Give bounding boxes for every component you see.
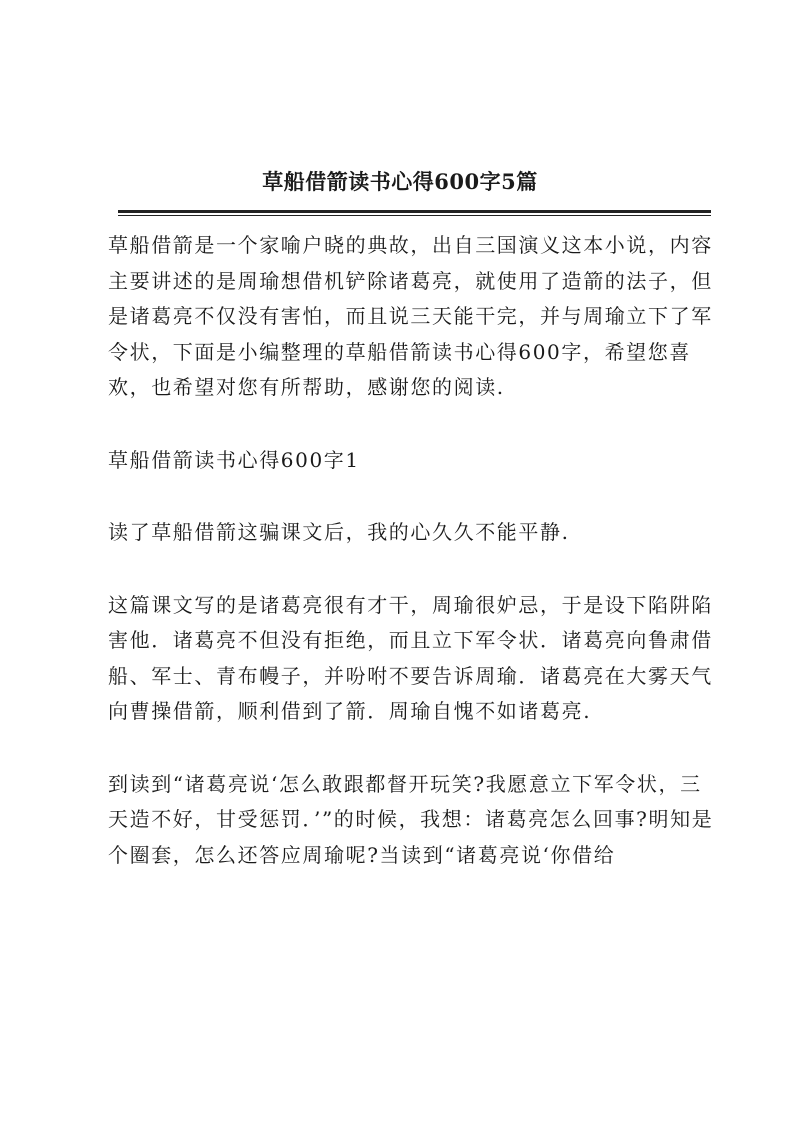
document-body — [108, 228, 714, 910]
title-divider-thin — [118, 215, 711, 216]
intro-paragraph: 草船借箭是一个家喻户晓的典故，出自三国演义这本小说，内容主要讲述的是周瑜想借机铲除诸葛亮，就使用了造箭的法子，但是诸葛亮不仅没有害怕，而且说三天能干完，并与周瑜立下了军令状，下面是小编整理的草船借箭读书心得600字，希望您喜欢，也希望对您有所帮助，感谢您的阅读. — [108, 233, 713, 399]
section-heading: 草船借箭读书心得600字1 — [108, 447, 360, 472]
document-title: 草船借箭读书心得600字5篇 — [262, 169, 538, 194]
body-paragraph: 读了草船借箭这骗课文后，我的心久久不能平静. — [108, 520, 570, 544]
body-paragraph: 到读到“诸葛亮说‘怎么敢跟都督开玩笑?我愿意立下军令状，三天造不好，甘受惩罚．’”的时候，我想：诸葛亮怎么回事?明知是个圈套，怎么还答应周瑜呢?当读到“诸葛亮说‘你借给 — [108, 771, 714, 867]
title-divider-thick — [118, 210, 711, 213]
body-paragraph: 这篇课文写的是诸葛亮很有才干，周瑜很妒忌，于是设下陷阱陷害他．诸葛亮不但没有拒绝，而且立下军令状．诸葛亮向鲁肃借船、军士、青布幔子，并吩咐不要告诉周瑜．诸葛亮在大雾天气向曹操借箭，顺利借到了箭．周瑜自愧不如诸葛亮. — [108, 592, 713, 723]
